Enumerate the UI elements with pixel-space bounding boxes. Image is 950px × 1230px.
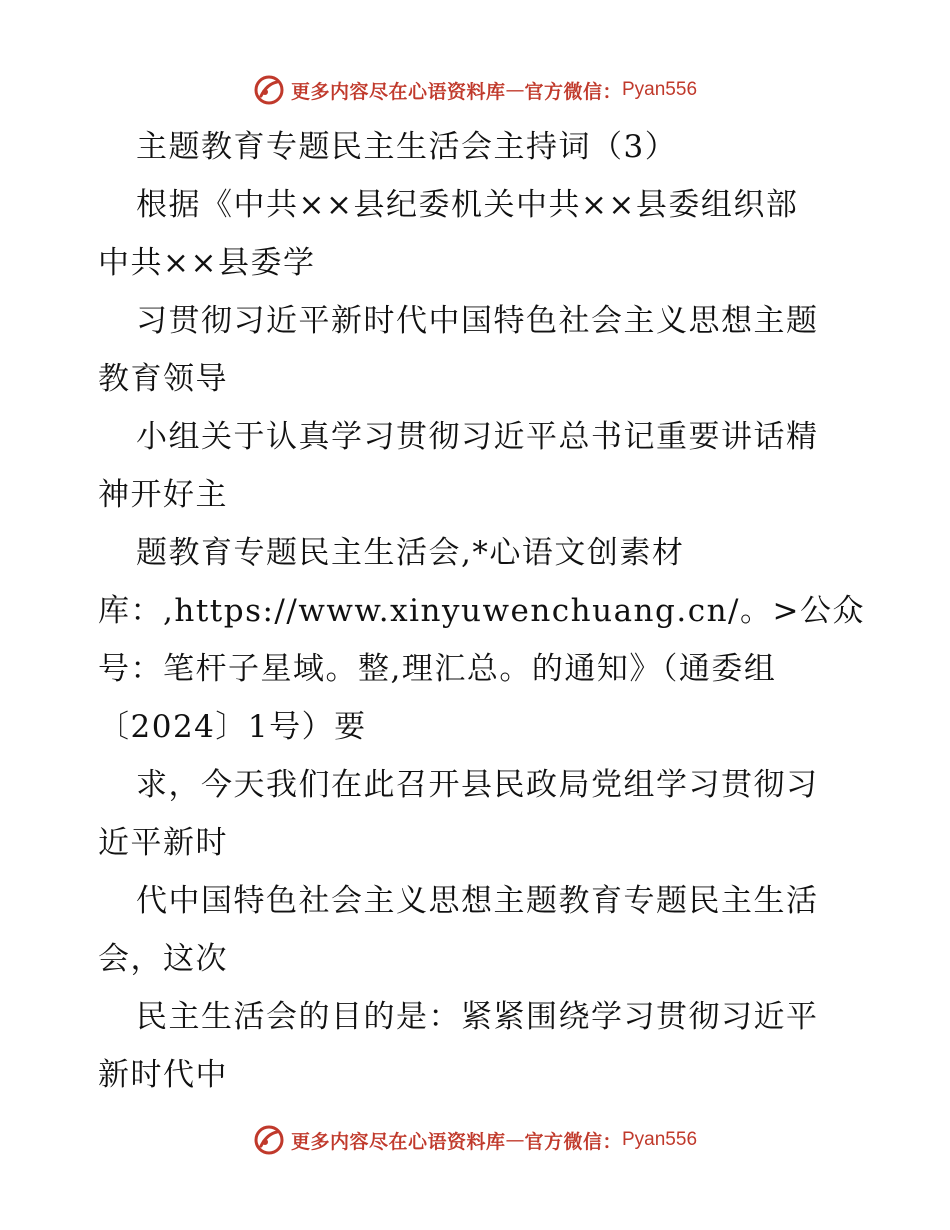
header-banner [0, 70, 950, 110]
banner-account-id: Pyan556 [622, 79, 698, 100]
banner-account-label: 官方微信： [524, 1130, 622, 1153]
document-line: 近平新时 [98, 825, 228, 861]
document-line: 小组关于认真学习贯彻习近平总书记重要讲话精 [136, 419, 819, 455]
document-line: 代中国特色社会主义思想主题教育专题民主生活 [136, 883, 819, 919]
banner-text: 更多内容尽在心语资料库 [290, 80, 506, 103]
document-line: 神开好主 [98, 477, 228, 513]
document-line: 库：,https://www.xinyuwenchuang.cn/。>公众 [98, 593, 865, 629]
brush-seal-icon [253, 74, 285, 106]
banner-separator: — [505, 79, 525, 101]
document-line: 求，今天我们在此召开县民政局党组学习贯彻习 [136, 767, 819, 803]
document-line: 中共××县委学 [98, 245, 316, 281]
banner-text: 更多内容尽在心语资料库 [290, 1130, 506, 1153]
document-line: 习贯彻习近平新时代中国特色社会主义思想主题 [136, 303, 819, 339]
document-line: 号：笔杆子星域。整,理汇总。的通知》（通委组 [98, 651, 777, 687]
document-line: 〔2024〕1号）要 [98, 709, 367, 745]
brush-seal-icon [253, 1124, 285, 1156]
banner-account-label: 官方微信： [524, 80, 622, 103]
document-line: 题教育专题民主生活会,*心语文创素材 [136, 535, 685, 571]
document-line: 教育领导 [98, 361, 228, 397]
document-line: 主题教育专题民主生活会主持词（3） [136, 129, 678, 165]
document-line: 新时代中 [98, 1057, 228, 1093]
document-line: 民主生活会的目的是：紧紧围绕学习贯彻习近平 [136, 999, 819, 1035]
document-body [98, 118, 865, 1104]
banner-separator: — [505, 1129, 525, 1151]
banner-account-id: Pyan556 [622, 1129, 698, 1150]
footer-banner [0, 1120, 950, 1160]
document-line: 会，这次 [98, 941, 228, 977]
document-line: 根据《中共××县纪委机关中共××县委组织部 [136, 187, 799, 223]
